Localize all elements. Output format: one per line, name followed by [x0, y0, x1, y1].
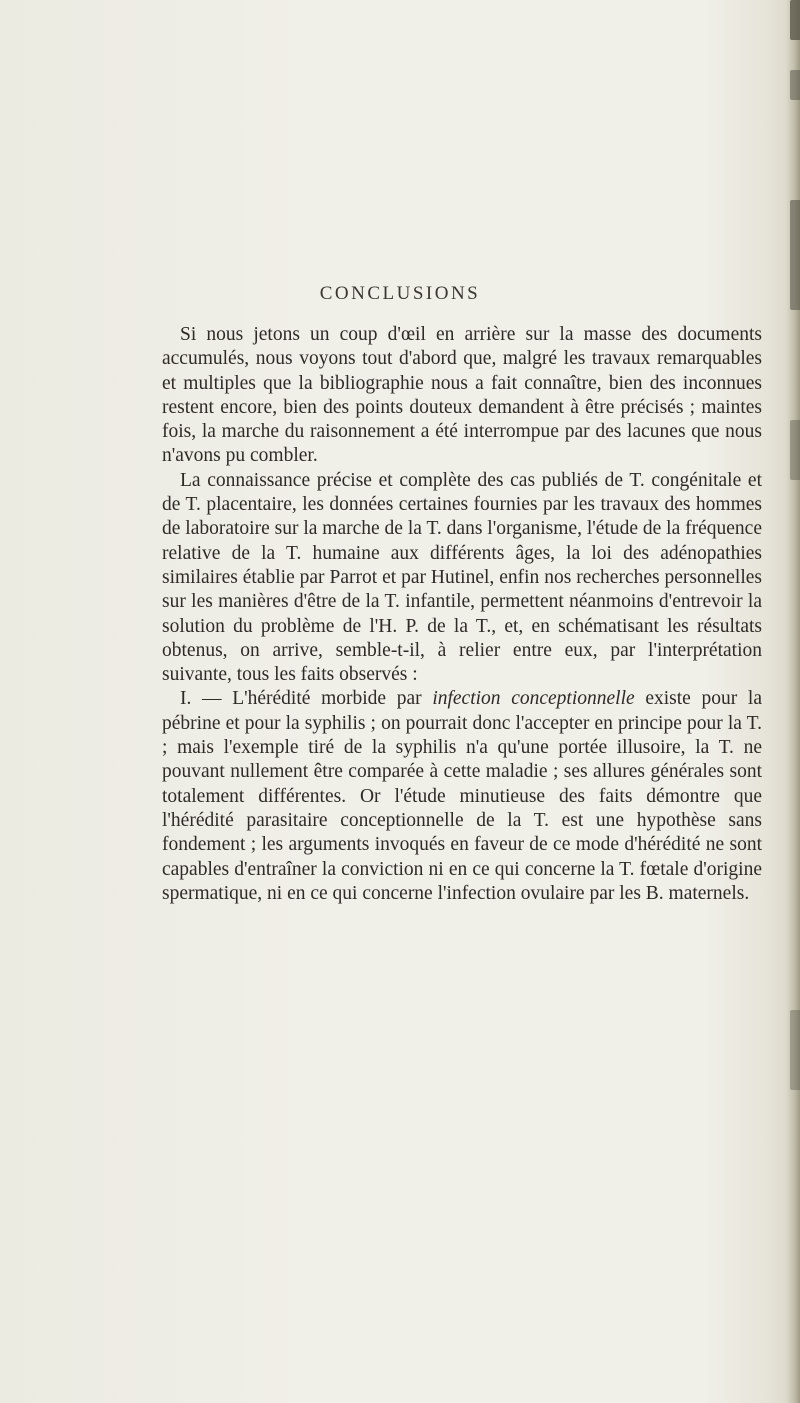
page-edge-mark: [790, 1010, 800, 1090]
paragraph-2: La connaissance précise et complète des cas publiés de T. congénitale et de T. placentaire, les données certaines fournies par les travaux des hommes de laboratoire sur la marche de la T. dans l'organisme, l'étude de la fréquence relative de la T. humaine aux différents âges, la loi des adénopathies similaires établie par Parrot et par Hutinel, enfin nos recherches personnelles sur les manières d'être de la T. infantile, permettent néanmoins d'entrevoir la solution du problème de l'H. P. de la T., et, en schématisant les résultats obtenus, on arrive, semble-t-il, à relier entre eux, par l'interprétation suivante, tous les faits observés :: [162, 469, 762, 686]
paragraph-3: [162, 687, 762, 906]
page-title: CONCLUSIONS: [319, 283, 481, 304]
paragraph-3-start: I. — L'hérédité morbide par: [180, 688, 433, 710]
page-edge-mark: [790, 0, 800, 40]
page-edge-mark: [790, 420, 800, 480]
paragraph-1: Si nous jetons un coup d'œil en arrière sur la masse des documents accumulés, nous voyons tout d'abord que, malgré les travaux remarquables et multiples que la bibliographie nous a fait connaître, bien des inconnues restent encore, bien des points douteux demandent à être précisés ; maintes fois, la marche du raisonnement a été interrompue par des lacunes que nous n'avons pu combler.: [162, 324, 762, 467]
paragraph-3-end: existe pour la pébrine et pour la syphilis ; on pourrait donc l'accepter en principe pour la T. ; mais l'exemple tiré de la syphilis n'a qu'une portée illusoire, la T. ne pouvant nullement être comparée à cette maladie ; ses allures générales sont totalement différentes. Or l'étude minutieuse des faits démontre que l'hérédité parasitaire conceptionnelle de la T. est une hypothèse sans fondement ; les arguments invoqués en faveur de ce mode d'hérédité ne sont capables d'entraîner la conviction ni en ce qui concerne la T. fœtale d'origine spermatique, ni en ce qui concerne l'infection ovulaire par les B. maternels.: [162, 688, 762, 904]
body-text: [162, 323, 762, 906]
page-edge-mark: [790, 70, 800, 100]
paragraph-3-emphasis: infection conceptionnelle: [432, 688, 635, 710]
